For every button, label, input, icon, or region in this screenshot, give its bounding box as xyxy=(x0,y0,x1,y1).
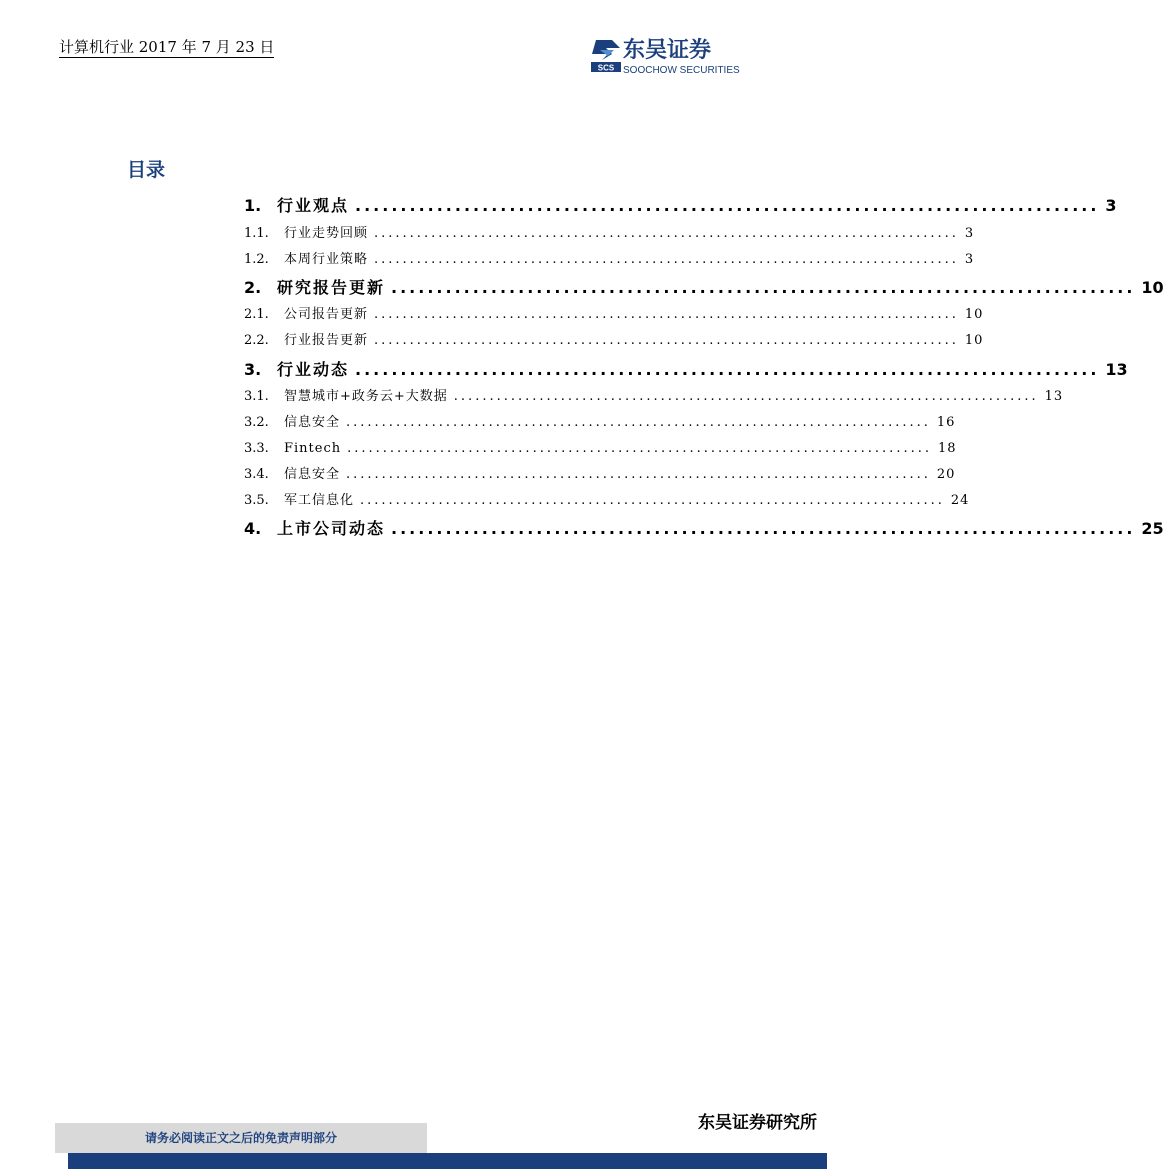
toc-leader-dots: .................................................................................. xyxy=(355,360,1100,379)
toc-leader-dots: .................................................................................. xyxy=(391,278,1136,297)
toc-entry-page: 10 xyxy=(1141,278,1164,297)
toc-entry[interactable] xyxy=(244,519,1164,539)
report-header-title: 计算机行业 2017 年 7 月 23 日 xyxy=(59,38,275,56)
footer-org-name: 东吴证券研究所 xyxy=(698,1113,817,1133)
toc-entry-number: 3.5. xyxy=(244,493,269,508)
toc-entry-number: 4. xyxy=(244,519,262,538)
toc-entry[interactable] xyxy=(244,278,1164,298)
toc-entry-label: 本周行业策略 xyxy=(284,252,369,267)
toc-entry-label: 信息安全 xyxy=(284,467,341,482)
toc-entry-page: 3 xyxy=(964,252,975,267)
toc-entry-page: 10 xyxy=(964,333,984,348)
toc-entry-page: 24 xyxy=(950,493,970,508)
toc-entry-number: 3. xyxy=(244,360,262,379)
company-logo xyxy=(590,38,760,78)
toc-entry-label: 行业动态 xyxy=(277,360,350,379)
toc-entry-label: 智慧城市+政务云+大数据 xyxy=(284,389,448,404)
toc-entry-number: 3.1. xyxy=(244,389,269,404)
toc-leader-dots: .................................................................................. xyxy=(346,467,931,482)
toc-entry[interactable] xyxy=(244,414,956,431)
toc-entry[interactable] xyxy=(244,360,1128,380)
toc-entry[interactable] xyxy=(244,196,1117,216)
logo-mark-text: SCS xyxy=(597,63,615,73)
toc-entry-page: 18 xyxy=(937,441,957,456)
logo-english-name: SOOCHOW SECURITIES xyxy=(623,65,740,76)
toc-entry[interactable] xyxy=(244,440,957,457)
toc-entry-page: 13 xyxy=(1044,389,1064,404)
toc-entry[interactable] xyxy=(244,492,970,509)
toc-entry-page: 13 xyxy=(1105,360,1128,379)
toc-leader-dots: .................................................................................. xyxy=(453,389,1039,404)
toc-entry[interactable] xyxy=(244,306,984,323)
toc-entry-label: 行业走势回顾 xyxy=(284,226,369,241)
toc-leader-dots: .................................................................................. xyxy=(374,226,959,241)
toc-entry-number: 2. xyxy=(244,278,262,297)
scs-logo-mark-icon xyxy=(590,38,622,76)
toc-leader-dots: .................................................................................. xyxy=(355,196,1100,215)
toc-leader-dots: .................................................................................. xyxy=(374,252,959,267)
toc-entry[interactable] xyxy=(244,466,956,483)
toc-entry-page: 3 xyxy=(1105,196,1117,215)
logo-chinese-name: 东吴证券 xyxy=(623,38,712,63)
footer-brand-bar xyxy=(68,1153,827,1169)
toc-entry-label: 行业报告更新 xyxy=(284,333,369,348)
toc-entry-page: 10 xyxy=(964,307,984,322)
toc-heading: 目录 xyxy=(127,159,166,181)
toc-leader-dots: .................................................................................. xyxy=(347,441,932,456)
toc-entry-page: 25 xyxy=(1141,519,1164,538)
toc-entry[interactable] xyxy=(244,251,975,268)
toc-entry-label: Fintech xyxy=(284,441,342,456)
toc-entry-number: 1.1. xyxy=(244,226,269,241)
toc-entry-number: 1. xyxy=(244,196,262,215)
toc-leader-dots: .................................................................................. xyxy=(374,333,959,348)
toc-leader-dots: .................................................................................. xyxy=(346,415,931,430)
toc-entry-label: 信息安全 xyxy=(284,415,341,430)
toc-entry-page: 16 xyxy=(936,415,956,430)
toc-entry-page: 20 xyxy=(936,467,956,482)
toc-entry-number: 3.4. xyxy=(244,467,269,482)
toc-entry-label: 公司报告更新 xyxy=(284,307,369,322)
toc-entry[interactable] xyxy=(244,225,975,242)
toc-entry-number: 1.2. xyxy=(244,252,269,267)
toc-leader-dots: .................................................................................. xyxy=(360,493,945,508)
toc-entry-page: 3 xyxy=(964,226,975,241)
toc-entry[interactable] xyxy=(244,332,984,349)
footer-disclaimer-note: 请务必阅读正文之后的免责声明部分 xyxy=(144,1131,337,1145)
toc-entry-number: 3.2. xyxy=(244,415,269,430)
toc-entry-number: 2.2. xyxy=(244,333,269,348)
toc-entry-number: 2.1. xyxy=(244,307,269,322)
toc-entry[interactable] xyxy=(244,388,1064,405)
toc-entry-label: 行业观点 xyxy=(277,196,350,215)
toc-entry-number: 3.3. xyxy=(244,441,269,456)
toc-entry-label: 研究报告更新 xyxy=(277,278,386,297)
toc-entry-label: 上市公司动态 xyxy=(277,519,386,538)
toc-leader-dots: .................................................................................. xyxy=(374,307,959,322)
toc-entry-label: 军工信息化 xyxy=(284,493,355,508)
toc-leader-dots: .................................................................................. xyxy=(391,519,1136,538)
